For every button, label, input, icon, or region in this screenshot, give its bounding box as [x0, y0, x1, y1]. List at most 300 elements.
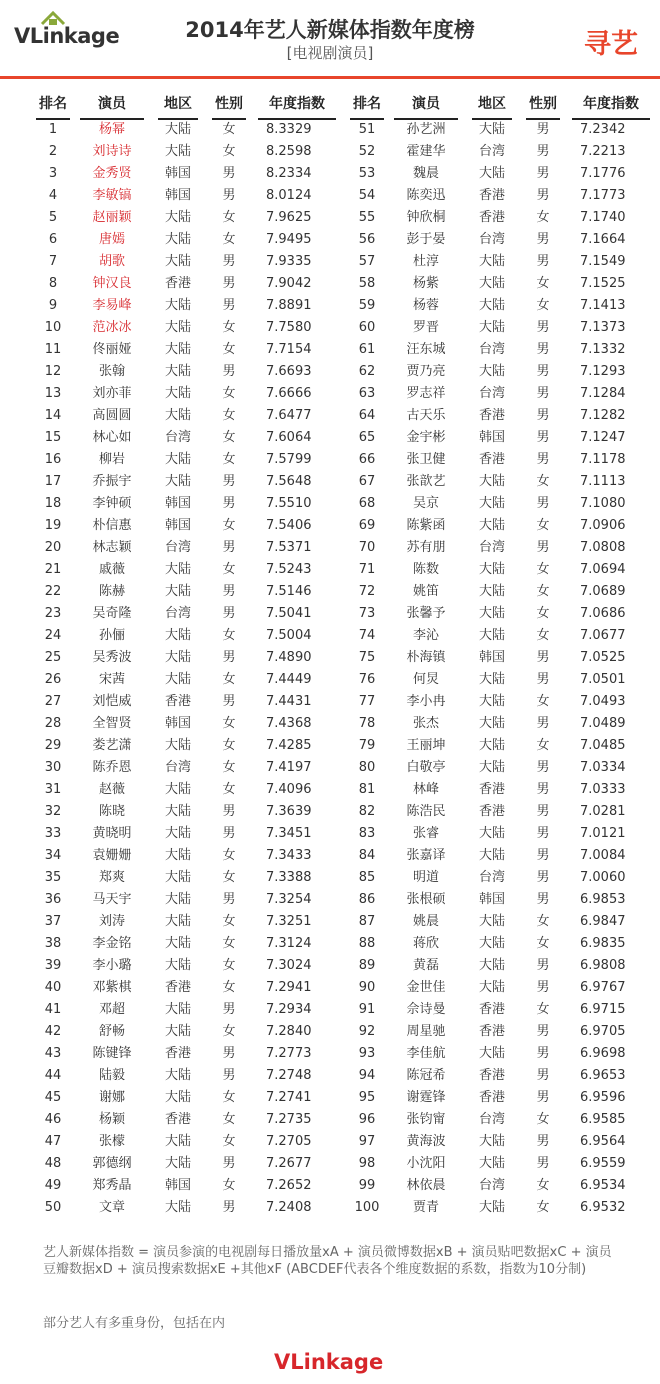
actor-cell: 林志颖 [92, 540, 132, 555]
actor-cell: 杨幂 [98, 122, 125, 137]
rank-cell: 63 [358, 386, 376, 401]
gender-cell: 女 [222, 738, 236, 753]
header-rank: 排名 [350, 93, 384, 120]
table-row [36, 669, 336, 691]
gender-cell: 女 [222, 914, 236, 929]
gender-cell: 男 [536, 364, 550, 379]
index-cell: 7.0485 [580, 738, 626, 753]
gender-cell: 男 [536, 760, 550, 775]
header-actor: 演员 [394, 93, 458, 120]
index-cell: 7.2934 [266, 1002, 312, 1017]
actor-cell: 陈奕迅 [406, 188, 446, 203]
region-cell: 大陆 [478, 1156, 505, 1171]
rank-cell: 99 [358, 1178, 376, 1193]
rank-cell: 45 [44, 1090, 62, 1105]
region-cell: 大陆 [164, 298, 191, 313]
xunyi-brand: 寻艺 [584, 29, 638, 60]
region-cell: 台湾 [478, 386, 505, 401]
gender-cell: 男 [222, 540, 236, 555]
header-gender: 性别 [212, 93, 246, 120]
gender-cell: 男 [536, 232, 550, 247]
region-cell: 香港 [478, 1024, 505, 1039]
actor-cell: 张根硕 [406, 892, 446, 907]
gender-cell: 男 [222, 474, 236, 489]
index-formula: 艺人新媒体指数 = 演员参演的电视剧每日播放量xA + 演员微博数据xB + 演员贴吧数据xC + 演员豆瓣数据xD + 演员搜索数据xE +其他xF (ABCDEF代表各个维度数据的系数，指数为10分制) [43, 1245, 612, 1277]
region-cell: 大陆 [478, 496, 505, 511]
gender-cell: 女 [222, 562, 236, 577]
table-row [350, 867, 650, 889]
actor-cell: 刘亦菲 [92, 386, 132, 401]
region-cell: 大陆 [478, 628, 505, 643]
actor-cell: 李易峰 [92, 298, 132, 313]
region-cell: 香港 [478, 804, 505, 819]
rank-cell: 49 [44, 1178, 62, 1193]
table-row [36, 119, 336, 141]
table-row [36, 141, 336, 163]
table-row [350, 1043, 650, 1065]
region-cell: 大陆 [164, 738, 191, 753]
index-cell: 7.0525 [580, 650, 626, 665]
region-cell: 大陆 [164, 342, 191, 357]
actor-cell: 吴京 [412, 496, 439, 511]
rank-cell: 69 [358, 518, 376, 533]
region-cell: 大陆 [478, 848, 505, 863]
table-row [36, 405, 336, 427]
region-cell: 大陆 [164, 1024, 191, 1039]
table-row [350, 515, 650, 537]
header-region: 地区 [472, 93, 512, 120]
region-cell: 韩国 [164, 166, 191, 181]
table-row [350, 713, 650, 735]
table-row [350, 603, 650, 625]
index-cell: 7.5648 [266, 474, 312, 489]
table-row [36, 185, 336, 207]
table-row [350, 141, 650, 163]
index-cell: 7.1773 [580, 188, 626, 203]
table-row [36, 471, 336, 493]
gender-cell: 女 [222, 408, 236, 423]
table-row [36, 317, 336, 339]
region-cell: 大陆 [478, 122, 505, 137]
table-row [36, 295, 336, 317]
rank-cell: 21 [44, 562, 62, 577]
table-row [36, 1087, 336, 1109]
rank-cell: 28 [44, 716, 62, 731]
actor-cell: 郑爽 [98, 870, 125, 885]
rank-cell: 2 [48, 144, 58, 159]
index-cell: 6.9835 [580, 936, 626, 951]
gender-cell: 女 [222, 672, 236, 687]
actor-cell: 刘涛 [98, 914, 125, 929]
actor-cell: 何炅 [412, 672, 439, 687]
region-cell: 台湾 [478, 144, 505, 159]
rank-cell: 29 [44, 738, 62, 753]
actor-cell: 朴海镇 [406, 650, 446, 665]
region-cell: 韩国 [164, 1178, 191, 1193]
header-region: 地区 [158, 93, 198, 120]
table-row [36, 273, 336, 295]
rank-cell: 48 [44, 1156, 62, 1171]
region-cell: 大陆 [164, 936, 191, 951]
actor-cell: 张歆艺 [406, 474, 446, 489]
index-cell: 7.2741 [266, 1090, 312, 1105]
rank-cell: 51 [358, 122, 376, 137]
gender-cell: 女 [222, 1024, 236, 1039]
index-cell: 6.9698 [580, 1046, 626, 1061]
rank-cell: 78 [358, 716, 376, 731]
rank-cell: 95 [358, 1090, 376, 1105]
region-cell: 大陆 [164, 408, 191, 423]
rank-cell: 57 [358, 254, 376, 269]
region-cell: 大陆 [164, 210, 191, 225]
actor-cell: 吴奇隆 [92, 606, 132, 621]
gender-cell: 男 [536, 1046, 550, 1061]
index-cell: 7.0333 [580, 782, 626, 797]
region-cell: 大陆 [478, 694, 505, 709]
actor-cell: 张馨予 [406, 606, 446, 621]
index-cell: 7.0677 [580, 628, 626, 643]
gender-cell: 男 [222, 276, 236, 291]
actor-cell: 陆毅 [98, 1068, 125, 1083]
actor-cell: 孙艺洲 [406, 122, 446, 137]
gender-cell: 女 [536, 210, 550, 225]
index-cell: 7.6693 [266, 364, 312, 379]
index-cell: 7.9625 [266, 210, 312, 225]
actor-cell: 张卫健 [406, 452, 446, 467]
region-cell: 韩国 [164, 518, 191, 533]
region-cell: 大陆 [478, 1200, 505, 1215]
index-cell: 7.4285 [266, 738, 312, 753]
index-cell: 6.9564 [580, 1134, 626, 1149]
gender-cell: 男 [222, 1068, 236, 1083]
index-cell: 7.0060 [580, 870, 626, 885]
gender-cell: 女 [222, 518, 236, 533]
gender-cell: 女 [536, 1178, 550, 1193]
rank-cell: 53 [358, 166, 376, 181]
index-cell: 7.7580 [266, 320, 312, 335]
gender-cell: 男 [222, 694, 236, 709]
gender-cell: 女 [222, 870, 236, 885]
rank-cell: 11 [44, 342, 62, 357]
rank-cell: 74 [358, 628, 376, 643]
actor-cell: 陈键锋 [92, 1046, 132, 1061]
table-row [350, 669, 650, 691]
gender-cell: 男 [536, 848, 550, 863]
table-row [350, 1065, 650, 1087]
actor-cell: 小沈阳 [406, 1156, 446, 1171]
gender-cell: 女 [222, 122, 236, 137]
rank-cell: 93 [358, 1046, 376, 1061]
gender-cell: 女 [222, 320, 236, 335]
rank-cell: 32 [44, 804, 62, 819]
index-cell: 7.3451 [266, 826, 312, 841]
table-row [36, 339, 336, 361]
table-row [36, 361, 336, 383]
table-row [36, 581, 336, 603]
gender-cell: 女 [222, 1090, 236, 1105]
table-row [36, 427, 336, 449]
index-cell: 7.7154 [266, 342, 312, 357]
actor-cell: 戚薇 [98, 562, 125, 577]
actor-cell: 李小冉 [406, 694, 446, 709]
gender-cell: 女 [536, 474, 550, 489]
index-cell: 7.1413 [580, 298, 626, 313]
actor-cell: 陈浩民 [406, 804, 446, 819]
table-row [350, 801, 650, 823]
actor-cell: 高圆圆 [92, 408, 132, 423]
rank-cell: 62 [358, 364, 376, 379]
region-cell: 香港 [164, 1112, 191, 1127]
gender-cell: 男 [222, 826, 236, 841]
region-cell: 韩国 [478, 892, 505, 907]
index-cell: 7.1332 [580, 342, 626, 357]
actor-cell: 贾乃亮 [406, 364, 446, 379]
gender-cell: 男 [222, 1156, 236, 1171]
index-cell: 7.2705 [266, 1134, 312, 1149]
table-row [350, 471, 650, 493]
rank-cell: 12 [44, 364, 62, 379]
table-row [350, 273, 650, 295]
actor-cell: 陈晓 [98, 804, 125, 819]
index-cell: 7.3251 [266, 914, 312, 929]
gender-cell: 女 [222, 1112, 236, 1127]
gender-cell: 女 [222, 386, 236, 401]
region-cell: 大陆 [164, 914, 191, 929]
gender-cell: 女 [222, 1134, 236, 1149]
rank-cell: 9 [48, 298, 58, 313]
index-cell: 7.3024 [266, 958, 312, 973]
index-cell: 7.0689 [580, 584, 626, 599]
gender-cell: 男 [536, 254, 550, 269]
rank-cell: 1 [48, 122, 58, 137]
index-cell: 7.4449 [266, 672, 312, 687]
table-row [350, 691, 650, 713]
table-row [36, 559, 336, 581]
rank-cell: 17 [44, 474, 62, 489]
table-row [350, 977, 650, 999]
index-cell: 7.2773 [266, 1046, 312, 1061]
gender-cell: 男 [536, 166, 550, 181]
index-cell: 6.9705 [580, 1024, 626, 1039]
gender-cell: 男 [536, 650, 550, 665]
region-cell: 大陆 [478, 936, 505, 951]
region-cell: 香港 [478, 188, 505, 203]
actor-cell: 娄艺潇 [92, 738, 132, 753]
rank-cell: 59 [358, 298, 376, 313]
rank-cell: 8 [48, 276, 58, 291]
rank-cell: 47 [44, 1134, 62, 1149]
table-row [36, 735, 336, 757]
rank-cell: 3 [48, 166, 58, 181]
index-cell: 7.1080 [580, 496, 626, 511]
region-cell: 大陆 [164, 672, 191, 687]
index-cell: 8.2334 [266, 166, 312, 181]
rank-cell: 79 [358, 738, 376, 753]
rank-cell: 23 [44, 606, 62, 621]
rank-cell: 46 [44, 1112, 62, 1127]
table-row [350, 779, 650, 801]
region-cell: 大陆 [164, 848, 191, 863]
vlinkage-logo-bottom: VLinkage [274, 1350, 384, 1374]
gender-cell: 男 [222, 1002, 236, 1017]
index-cell: 6.9585 [580, 1112, 626, 1127]
index-cell: 6.9715 [580, 1002, 626, 1017]
actor-cell: 霍建华 [406, 144, 446, 159]
region-cell: 大陆 [164, 628, 191, 643]
gender-cell: 女 [222, 452, 236, 467]
rank-cell: 71 [358, 562, 376, 577]
index-cell: 6.9653 [580, 1068, 626, 1083]
gender-cell: 女 [222, 760, 236, 775]
actor-cell: 古天乐 [406, 408, 446, 423]
header-index: 年度指数 [258, 93, 336, 120]
region-cell: 大陆 [478, 364, 505, 379]
region-cell: 大陆 [478, 1134, 505, 1149]
gender-cell: 男 [536, 870, 550, 885]
region-cell: 大陆 [164, 144, 191, 159]
actor-cell: 李钟硕 [92, 496, 132, 511]
actor-cell: 白敬亭 [406, 760, 446, 775]
gender-cell: 男 [222, 650, 236, 665]
table-row [36, 207, 336, 229]
region-cell: 韩国 [164, 496, 191, 511]
table-row [36, 845, 336, 867]
table-row [350, 1087, 650, 1109]
region-cell: 大陆 [478, 166, 505, 181]
gender-cell: 男 [536, 892, 550, 907]
table-row [350, 559, 650, 581]
index-cell: 7.3254 [266, 892, 312, 907]
index-cell: 7.3388 [266, 870, 312, 885]
table-row [36, 911, 336, 933]
table-row [350, 757, 650, 779]
table-row [350, 1197, 650, 1219]
rank-cell: 22 [44, 584, 62, 599]
index-cell: 7.5041 [266, 606, 312, 621]
gender-cell: 男 [222, 804, 236, 819]
table-row [36, 977, 336, 999]
ranking-column-left [36, 93, 336, 1219]
region-cell: 大陆 [478, 298, 505, 313]
index-cell: 7.5510 [266, 496, 312, 511]
gender-cell: 女 [222, 958, 236, 973]
index-cell: 7.6666 [266, 386, 312, 401]
region-cell: 大陆 [478, 474, 505, 489]
region-cell: 大陆 [164, 1134, 191, 1149]
gender-cell: 女 [222, 716, 236, 731]
index-cell: 6.9847 [580, 914, 626, 929]
table-row [36, 779, 336, 801]
table-row [350, 185, 650, 207]
region-cell: 大陆 [478, 958, 505, 973]
table-row [36, 999, 336, 1021]
index-cell: 7.1525 [580, 276, 626, 291]
index-cell: 7.2342 [580, 122, 626, 137]
gender-cell: 男 [536, 1134, 550, 1149]
gender-cell: 男 [536, 980, 550, 995]
table-row [36, 955, 336, 977]
region-cell: 大陆 [164, 122, 191, 137]
region-cell: 香港 [164, 1046, 191, 1061]
table-row [350, 163, 650, 185]
actor-cell: 范冰冰 [92, 320, 132, 335]
table-row [36, 1021, 336, 1043]
actor-cell: 罗志祥 [406, 386, 446, 401]
rank-cell: 56 [358, 232, 376, 247]
index-cell: 7.2213 [580, 144, 626, 159]
rank-cell: 60 [358, 320, 376, 335]
gender-cell: 女 [536, 738, 550, 753]
actor-cell: 柳岩 [98, 452, 125, 467]
index-cell: 7.1293 [580, 364, 626, 379]
index-cell: 7.1284 [580, 386, 626, 401]
gender-cell: 女 [536, 584, 550, 599]
rank-cell: 35 [44, 870, 62, 885]
table-row [350, 1021, 650, 1043]
region-cell: 大陆 [164, 232, 191, 247]
region-cell: 台湾 [164, 430, 191, 445]
table-row [350, 933, 650, 955]
rank-cell: 100 [354, 1200, 380, 1215]
rank-cell: 91 [358, 1002, 376, 1017]
region-cell: 大陆 [478, 826, 505, 841]
rank-cell: 90 [358, 980, 376, 995]
rank-cell: 50 [44, 1200, 62, 1215]
rank-cell: 64 [358, 408, 376, 423]
index-cell: 7.0489 [580, 716, 626, 731]
index-cell: 7.2735 [266, 1112, 312, 1127]
region-cell: 大陆 [164, 782, 191, 797]
gender-cell: 女 [536, 628, 550, 643]
actor-cell: 赵薇 [98, 782, 125, 797]
region-cell: 大陆 [164, 1068, 191, 1083]
index-cell: 7.2840 [266, 1024, 312, 1039]
actor-cell: 杨蓉 [412, 298, 439, 313]
index-cell: 7.2652 [266, 1178, 312, 1193]
index-cell: 6.9808 [580, 958, 626, 973]
region-cell: 香港 [478, 210, 505, 225]
gender-cell: 女 [222, 232, 236, 247]
gender-cell: 女 [222, 848, 236, 863]
region-cell: 大陆 [478, 584, 505, 599]
rank-cell: 7 [48, 254, 58, 269]
actor-cell: 黄海波 [406, 1134, 446, 1149]
actor-cell: 邓紫棋 [92, 980, 132, 995]
rank-cell: 76 [358, 672, 376, 687]
actor-cell: 吴秀波 [92, 650, 132, 665]
rank-cell: 26 [44, 672, 62, 687]
gender-cell: 女 [222, 628, 236, 643]
gender-cell: 女 [536, 276, 550, 291]
page-header [0, 0, 660, 80]
index-cell: 7.4096 [266, 782, 312, 797]
rank-cell: 4 [48, 188, 58, 203]
rank-cell: 31 [44, 782, 62, 797]
index-cell: 6.9767 [580, 980, 626, 995]
actor-cell: 姚笛 [412, 584, 439, 599]
table-row [350, 383, 650, 405]
table-row [350, 537, 650, 559]
gender-cell: 男 [536, 320, 550, 335]
index-cell: 7.1113 [580, 474, 626, 489]
table-row [350, 823, 650, 845]
index-cell: 7.1549 [580, 254, 626, 269]
region-cell: 大陆 [164, 254, 191, 269]
table-row [350, 493, 650, 515]
rank-cell: 83 [358, 826, 376, 841]
index-cell: 7.5371 [266, 540, 312, 555]
rank-cell: 81 [358, 782, 376, 797]
